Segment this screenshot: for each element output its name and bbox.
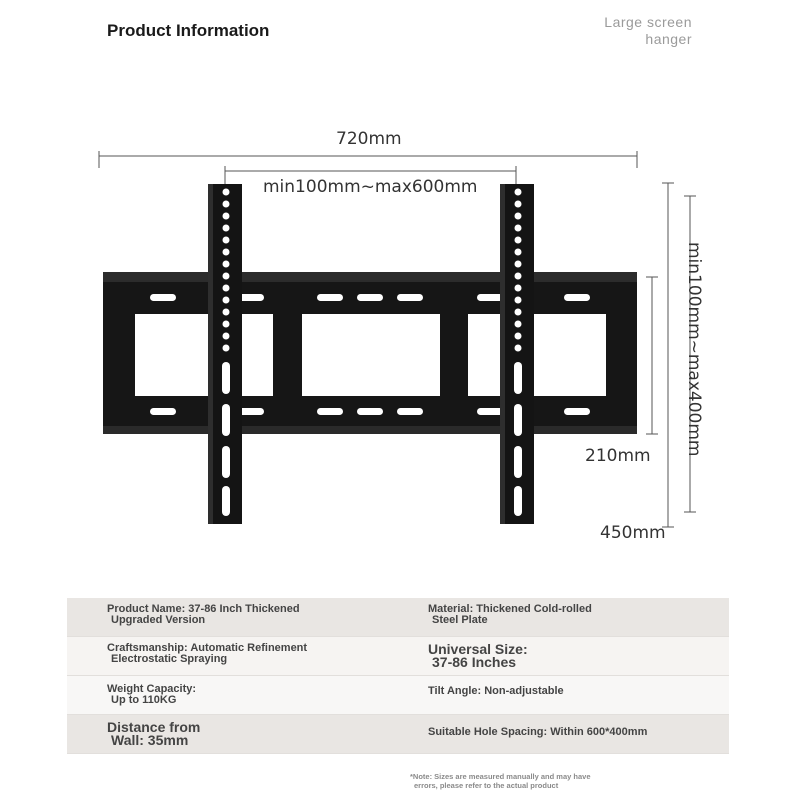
spec-row	[67, 676, 729, 715]
spec-weight-capacity: Weight Capacity: Up to 110KG	[107, 683, 197, 706]
brand-line-1: Large screen	[604, 14, 692, 30]
spec-distance-from-wall: Distance from Wall: 35mm	[107, 719, 201, 748]
page-title: Product Information	[107, 21, 270, 40]
plate-height-label: 210mm	[585, 446, 651, 466]
arm-height-label: 450mm	[600, 523, 666, 543]
spec-material: Material: Thickened Cold-rolled Steel Plate	[428, 603, 592, 626]
spec-row	[67, 637, 729, 676]
total-width-label: 720mm	[336, 129, 402, 149]
wall-plate	[103, 272, 637, 434]
left-arm	[208, 184, 242, 524]
vertical-spacing-label: min100mm~max400mm	[684, 242, 704, 457]
horizontal-spacing-label: min100mm~max600mm	[263, 177, 478, 197]
spec-hole-spacing: Suitable Hole Spacing: Within 600*400mm	[428, 726, 648, 738]
spec-product-name: Product Name: 37-86 Inch Thickened Upgraded Version	[107, 603, 300, 626]
right-arm	[500, 184, 534, 524]
brand-line-2: hanger	[645, 31, 692, 47]
spec-craftsmanship: Craftsmanship: Automatic Refinement Electrostatic Spraying	[107, 642, 308, 665]
spec-row	[67, 715, 729, 754]
spec-table	[67, 598, 729, 754]
spec-row	[67, 598, 729, 637]
spec-tilt-angle: Tilt Angle: Non-adjustable	[428, 685, 564, 697]
spec-universal-size: Universal Size: 37-86 Inches	[428, 641, 528, 670]
disclaimer-note: *Note: Sizes are measured manually and may have errors, please refer to the actual product	[410, 772, 591, 790]
